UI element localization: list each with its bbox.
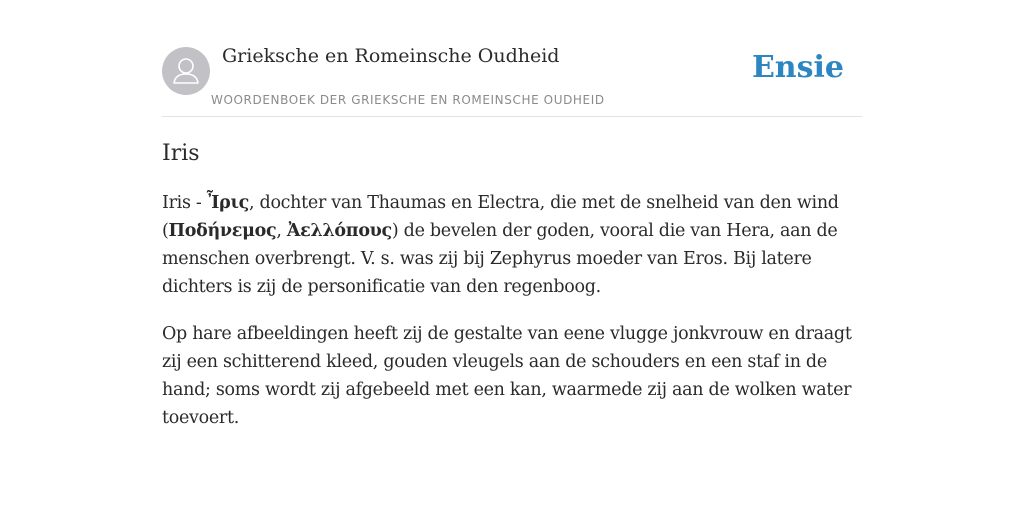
paragraph-text: ) de bevelen der goden, vooral die van Hera, aan de menschen overbrengt. V. s. was zij bij Zephyrus moeder van Eros. Bij latere dichters is zij de personificatie van den regenboog. <box>162 221 838 297</box>
article-paragraph-2: Op hare afbeeldingen heeft zij de gestalte van eene vlugge jonkvrouw en draagt zij een schitterend kleed, gouden vleugels aan de schouders en een staf in de hand; soms wordt zij afgebeeld met een kan, waarmede zij aan de wolken water toevoert. <box>162 324 852 428</box>
ensie-logo[interactable]: Ensie <box>751 50 844 85</box>
user-avatar-icon[interactable] <box>162 47 210 95</box>
article-title: Iris <box>162 141 200 166</box>
article <box>162 138 862 451</box>
paragraph-text: , <box>276 221 287 241</box>
header <box>162 40 862 117</box>
paragraph-text: , dochter van Thaumas en Electra, die met de snelheid van den wind ( <box>162 193 839 241</box>
article-paragraph-1 <box>162 189 862 301</box>
greek-term: Ἀελλόπους <box>286 221 392 241</box>
greek-term: Ἶρις <box>206 193 250 213</box>
publication-subtitle[interactable]: WOORDENBOEK DER GRIEKSCHE EN ROMEINSCHE OUDHEID <box>211 93 605 107</box>
publication-title[interactable]: Grieksche en Romeinsche Oudheid <box>222 45 560 67</box>
greek-term: Ποδήνεμος <box>168 221 277 241</box>
paragraph-text: Iris - <box>162 193 207 213</box>
